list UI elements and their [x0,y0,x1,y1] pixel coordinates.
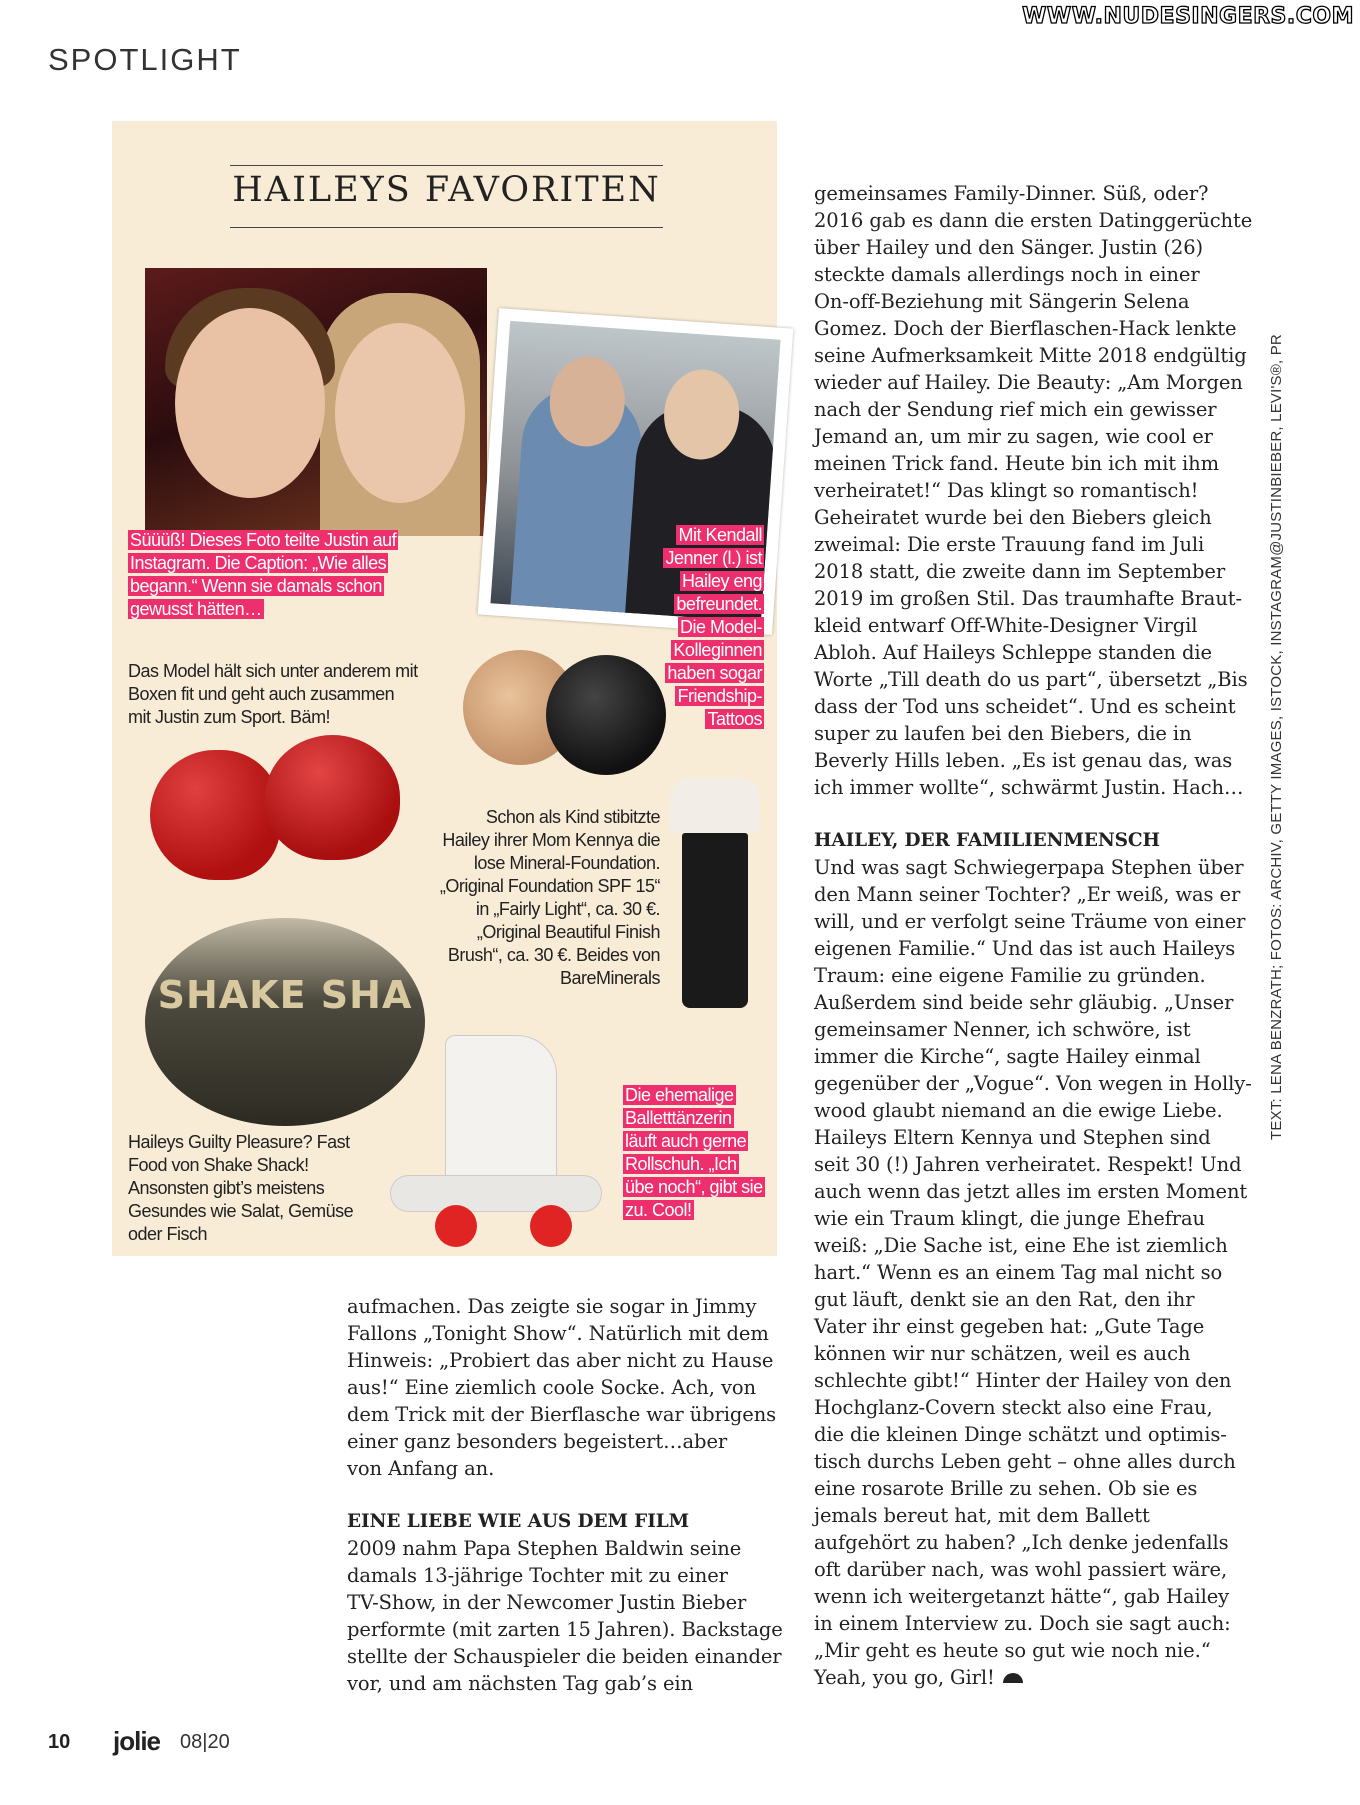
photo-justin-hailey [145,268,487,536]
paragraph: aufmachen. Das zeigte sie sogar in Jimmy Fallons „Tonight Show“. Natürlich mit dem Hinweis: „Probiert das aber nicht zu Hause aus!“ Eine ziemlich coole Socke. Ach, von dem Trick mit der Bierflasche war übrigens einer ganz besonders begeistert…aber von Anfang an. [347,1295,777,1480]
caption-instagram-photo: Süüüß! Dieses Foto teilte Justin auf Instagram. Die Caption: „Wie alles begann.“ Wenn sie damals schon gewusst hätten… [130,530,397,619]
end-mark-icon [1003,1673,1023,1683]
article-column-middle [347,1293,787,1697]
foundation-jar-image [463,650,663,780]
title-rule-top [230,165,663,166]
title-rule-bottom [230,227,663,228]
paragraph: gemeinsames Family-Dinner. Süß, oder? 2016 gab es dann die ersten Datinggerüchte über Hailey und den Sänger. Justin (26) steckte damals allerdings noch in einer On-off-Beziehung mit Sängerin Selena Gomez. Doch der Bierflaschen-Hack lenkte seine Aufmerksamkeit Mitte 2018 endgültig wieder auf Hailey. Die Beauty: „Am Morgen nach der Sendung rief mich ein gewisser Jemand an, um mir zu sagen, wie cool er meinen Trick fand. Heute bin ich mit ihm verheiratet!“ Das klingt so romantisch! Geheiratet wurde bei den Biebers gleich zweimal: Die erste Trauung fand im Juli 2018 statt, die zweite dann im September 2019 im großen Stil. Das traumhafte Braut- kleid entwarf Off-White-Designer Virgil Abloh. Auf Haileys Schleppe standen die Worte „Till death do us part“, übersetzt „Bis dass der Tod uns scheidet“. Und es scheint super zu laufen bei den Biebers, die in Beverly Hills leben. „Es ist genau das, was ich immer wollte“, schwärmt Justin. Hach… [814,182,1253,799]
article-column-right [814,180,1264,1691]
issue-number: 08|20 [180,1731,230,1753]
shake-shack-image [145,918,425,1126]
photo-credit: TEXT: LENA BENZRATH; FOTOS: ARCHIV, GETTY IMAGES, ISTOCK, INSTAGRAM@JUSTINBIEBER, LEVI'S®, PR [1268,334,1285,1140]
caption-foundation: Schon als Kind stibitzte Hailey ihrer Mom Kennya die lose Mineral-Foundation. „Original Foundation SPF 15“ in „Fairly Light“, ca. 30 €. „Original Beautiful Finish Brush“, ca. 30 €. Beides von BareMinerals [439,807,660,988]
subheading: HAILEY, DER FAMILIENMENSCH [814,830,1160,851]
caption-kendall: Mit Kendall Jenner (l.) ist Hailey eng befreundet. Die Model-Kolleginnen haben sogar Friendship-Tattoos [665,525,762,729]
caption-rollerskate: Die ehemalige Balletttänzerin läuft auch gerne Rollschuh. „Ich übe noch“, gibt sie zu. Cool! [625,1085,763,1220]
section-label: SPOTLIGHT [48,42,242,77]
magazine-logo: jolie [113,1726,161,1756]
page-number: 10 [48,1731,71,1753]
paragraph: Und was sagt Schwiegerpapa Stephen über den Mann seiner Tochter? „Er weiß, was er will, und er verfolgt seine Träume von einer eigenen Familie.“ Und das ist auch Haileys Traum: eine eigene Familie zu gründen. Außerdem sind beide sehr gläubig. „Unser gemeinsamer Nenner, ich schwöre, ist immer die Kirche“, sagte Hailey einmal gegenüber der „Vogue“. Von wegen in Holly- wood glaubt niemand an die ewige Liebe. Haileys Eltern Kennya und Stephen sind seit 30 (!) Jahren verheiratet. Respekt! Und auch wenn das jetzt alles im ersten Moment wie ein Traum klingt, die junge Ehefrau weiß: „Die Sache ist, eine Ehe ist ziemlich hart.“ Wenn es an einem Tag mal nicht so gut läuft, denkt sie an den Rat, den ihr Vater ihr einst gegeben hat: „Gute Tage können wir nur schätzen, weil es auch schlechte gibt!“ Hinter der Hailey von den Hochglanz-Covern steckt also eine Frau, die die kleinen Dinge schätzt und optimis- tisch durchs Leben geht – ohne alles durch eine rosarote Brille zu sehen. Ob sie es jemals bereut hat, mit dem Ballett aufgehört zu haben? „Ich denke jedenfalls oft darüber nach, was wohl passiert wäre, wenn ich weitergetanzt hätte“, gab Hailey in einem Interview zu. Doch sie sagt auch: „Mir geht es heute so gut wie noch nie.“ Yeah, you go, Girl! [814,856,1252,1689]
watermark: WWW.NUDESINGERS.COM [1022,4,1354,29]
caption-shake-shack: Haileys Guilty Pleasure? Fast Food von Shake Shack! Ansonsten gibt’s meistens Gesundes wie Salat, Gemüse oder Fisch [128,1132,354,1244]
subheading: EINE LIEBE WIE AUS DEM FILM [347,1511,690,1532]
roller-skate-image [390,1035,600,1255]
makeup-brush-image [665,778,765,1013]
paragraph: 2009 nahm Papa Stephen Baldwin seine damals 13-jährige Tochter mit zu einer TV-Show, in der Newcomer Justin Bieber performte (mit zarten 15 Jahren). Backstage stellte der Schauspieler die beiden einander vor, und am nächsten Tag gab’s ein [347,1537,783,1695]
panel-title: HAILEYS FAVORITEN [232,170,661,210]
boxing-gloves-image [150,730,400,890]
shake-shack-sign: SHAKE SHA [157,973,413,1017]
caption-boxing: Das Model hält sich unter anderem mit Boxen fit und geht auch zusammen mit Justin zum Sport. Bäm! [128,661,418,727]
